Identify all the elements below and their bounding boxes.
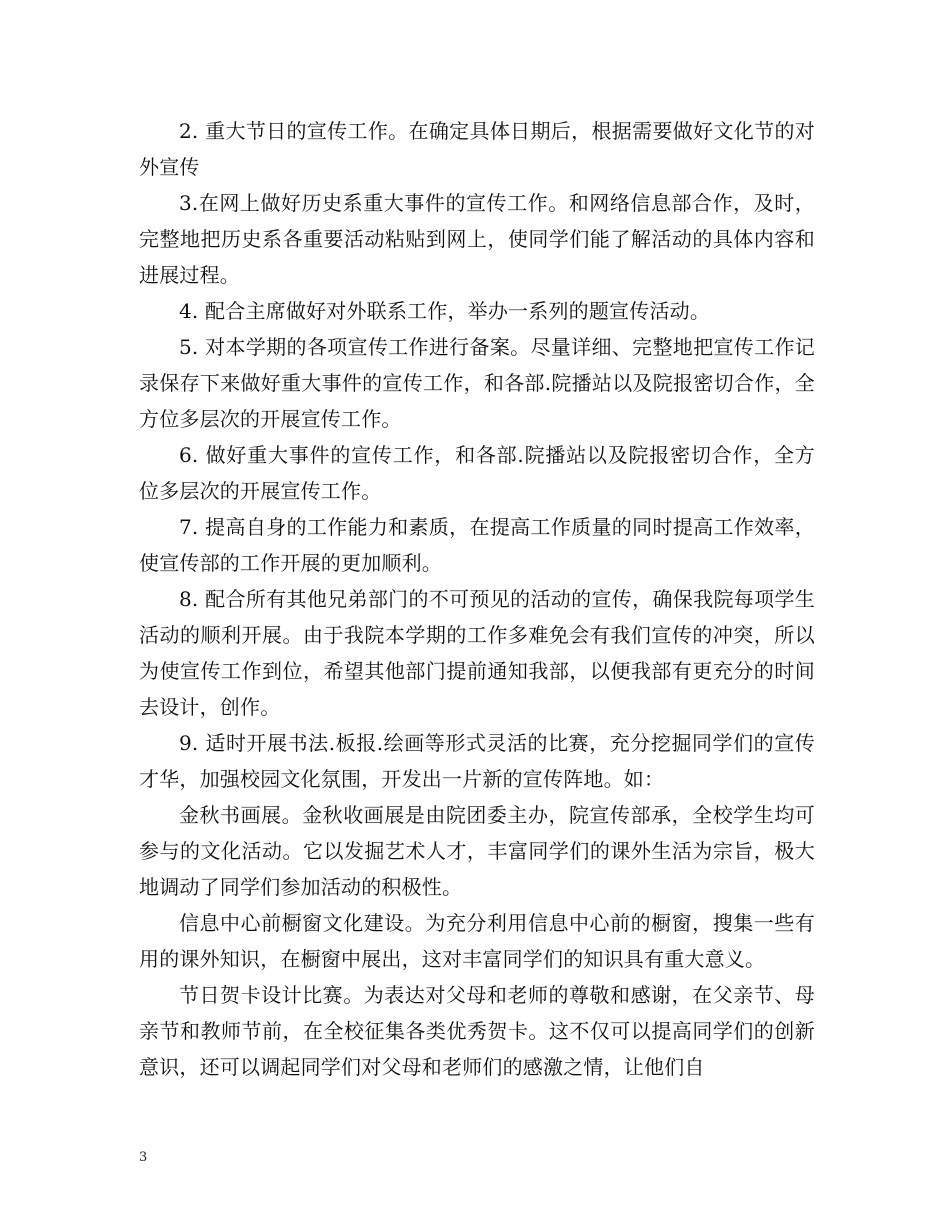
paragraph-autumn-exhibition: 金秋书画展。金秋收画展是由院团委主办，院宣传部承，全校学生均可参与的文化活动。它以发掘艺术人才，丰富同学们的课外生活为宗旨，极大地调动了同学们参加活动的积极性。 (139, 803, 815, 899)
paragraph-item-6: 6. 做好重大事件的宣传工作，和各部.院播站以及院报密切合作，全方位多层次的开展宣传工作。 (139, 443, 815, 503)
paragraph-holiday-card-contest: 节日贺卡设计比赛。为表达对父母和老师的尊敬和感谢，在父亲节、母亲节和教师节前，在全校征集各类优秀贺卡。这不仅可以提高同学们的创新意识，还可以调起同学们对父母和老师们的感激之情，让他们自 (139, 983, 815, 1079)
paragraph-item-7: 7. 提高自身的工作能力和素质，在提高工作质量的同时提高工作效率，使宣传部的工作开展的更加顺利。 (139, 515, 815, 575)
document-body (139, 113, 815, 1085)
paragraph-item-2: 2. 重大节日的宣传工作。在确定具体日期后，根据需要做好文化节的对外宣传 (139, 119, 815, 179)
paragraph-item-3: 3.在网上做好历史系重大事件的宣传工作。和网络信息部合作，及时，完整地把历史系各重要活动粘贴到网上，使同学们能了解活动的具体内容和进展过程。 (139, 191, 815, 287)
page-number: 3 (139, 1150, 148, 1165)
paragraph-showcase-culture: 信息中心前橱窗文化建设。为充分利用信息中心前的橱窗，搜集一些有用的课外知识，在橱窗中展出，这对丰富同学们的知识具有重大意义。 (139, 911, 815, 971)
paragraph-item-8: 8. 配合所有其他兄弟部门的不可预见的活动的宣传，确保我院每项学生活动的顺利开展。由于我院本学期的工作多难免会有我们宣传的冲突，所以为使宣传工作到位，希望其他部门提前通知我部，以便我部有更充分的时间去设计，创作。 (139, 587, 815, 719)
paragraph-item-4: 4. 配合主席做好对外联系工作，举办一系列的题宣传活动。 (179, 299, 711, 323)
paragraph-item-9: 9. 适时开展书法.板报.绘画等形式灵活的比赛，充分挖掘同学们的宣传才华，加强校园文化氛围，开发出一片新的宣传阵地。如： (139, 731, 815, 791)
paragraph-item-5: 5. 对本学期的各项宣传工作进行备案。尽量详细、完整地把宣传工作记录保存下来做好重大事件的宣传工作，和各部.院播站以及院报密切合作，全方位多层次的开展宣传工作。 (139, 335, 815, 431)
